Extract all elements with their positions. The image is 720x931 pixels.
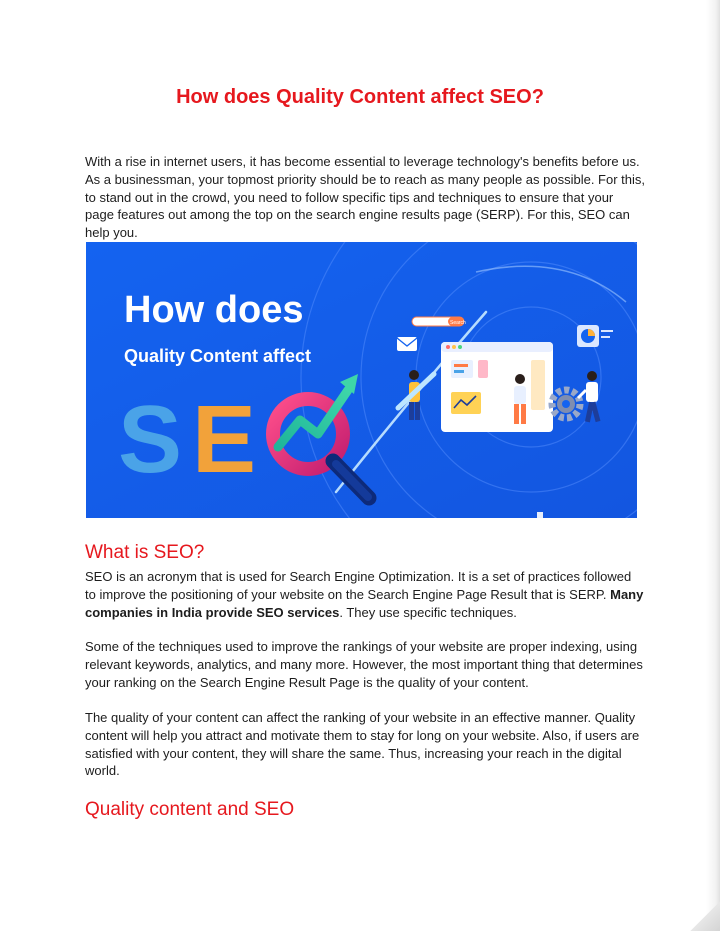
p1-text: SEO is an acronym that is used for Search Engine Optimization. It is a set of practices followed to improve the positioning of your website on the Search Engine Page Result that is SERP. — [85, 569, 632, 602]
hero-banner-image — [86, 242, 637, 518]
intro-paragraph: With a rise in internet users, it has become essential to leverage technology's benefits before us. As a businessman, your topmost priority should be to reach as many people as possible. For this, to stand out in the crowd, you need to follow specific tips and techniques to ensure that your page features out among the top on the search engine results page (SERP). For this, SEO can help you. — [85, 154, 646, 241]
what-is-seo-paragraph-3: The quality of your content can affect the ranking of your website in an effective manner. Quality content will help you attract and motivate them to stay for long on your website. Also, if users are satisfied with your content, they will share the same. Thus, increasing your reach in the digital world. — [85, 710, 640, 779]
p1-tail: . They use specific techniques. — [339, 604, 517, 620]
page-title: How does Quality Content affect SEO? — [176, 86, 544, 108]
seo-letter-s: S — [118, 386, 183, 493]
hero-headline-line1: How does — [124, 289, 304, 331]
what-is-seo-paragraph-2: Some of the techniques used to improve the rankings of your website are proper indexing, using relevant keywords, analytics, and many more. However, the most important thing that determines your ranking on the Search Engine Result Page is the quality of your content. — [85, 639, 643, 690]
dashboard-window-illustration — [441, 342, 553, 432]
email-envelope-icon — [397, 337, 417, 351]
what-is-seo-paragraph-1 — [85, 568, 645, 621]
page-corner-fold — [690, 901, 720, 931]
search-bar-illustration — [412, 317, 466, 326]
page-edge-shadow — [706, 0, 720, 931]
seo-letter-e: E — [192, 386, 257, 493]
hero-headline-line2: Quality Content affect — [124, 346, 312, 366]
p1-bold-phrase: Many companies in India provide SEO services — [85, 586, 644, 620]
heading-what-is-seo: What is SEO? — [85, 542, 205, 563]
search-label: Search — [450, 320, 466, 326]
heading-quality-content-and-seo: Quality content and SEO — [85, 799, 295, 820]
